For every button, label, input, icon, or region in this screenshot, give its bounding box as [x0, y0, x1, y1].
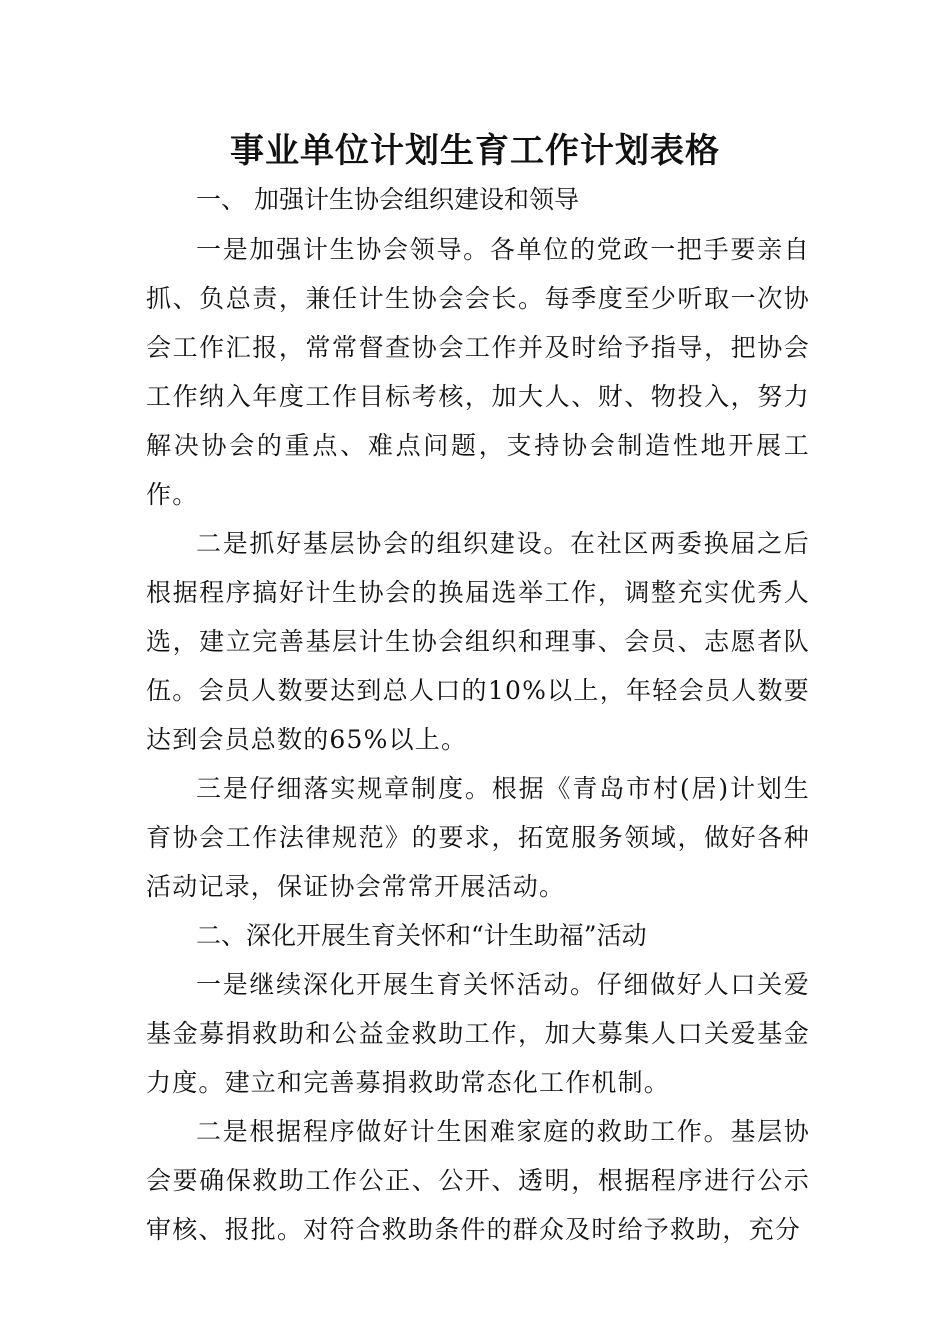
paragraph-5: 二是根据程序做好计生困难家庭的救助工作。基层协会要确保救助工作公正、公开、透明，根据程序进行公示审核、报批。对符合救助条件的群众及时给予救助，充分 [146, 1117, 810, 1244]
paragraph-4: 一是继续深化开展生育关怀活动。仔细做好人口关爱基金募捐救助和公益金救助工作，加大募集人口关爱基金力度。建立和完善募捐救助常态化工作机制。 [146, 970, 810, 1097]
section-heading-1: 一、 加强计生协会组织建设和领导 [196, 185, 579, 214]
paragraph-3: 三是仔细落实规章制度。根据《青岛市村(居)计划生育协会工作法律规范》的要求，拓宽服务领域，做好各种活动记录，保证协会常常开展活动。 [146, 774, 810, 901]
paragraph-1: 一是加强计生协会领导。各单位的党政一把手要亲自抓、负总责，兼任计生协会会长。每季度至少听取一次协会工作汇报，常常督查协会工作并及时给予指导，把协会工作纳入年度工作目标考核，加大人、财、物投入，努力解决协会的重点、难点问题，支持协会制造性地开展工作。 [146, 235, 810, 509]
paragraph-2: 二是抓好基层协会的组织建设。在社区两委换届之后根据程序搞好计生协会的换届选举工作，调整充实优秀人选，建立完善基层计生协会组织和理事、会员、志愿者队伍。会员人数要达到总人口的10%以上，年轻会员人数要达到会员总数的65%以上。 [146, 529, 810, 754]
document-body [146, 177, 810, 1254]
section-heading-2: 二、深化开展生育关怀和“计生助福”活动 [196, 921, 647, 950]
document-title: 事业单位计划生育工作计划表格 [230, 131, 720, 171]
